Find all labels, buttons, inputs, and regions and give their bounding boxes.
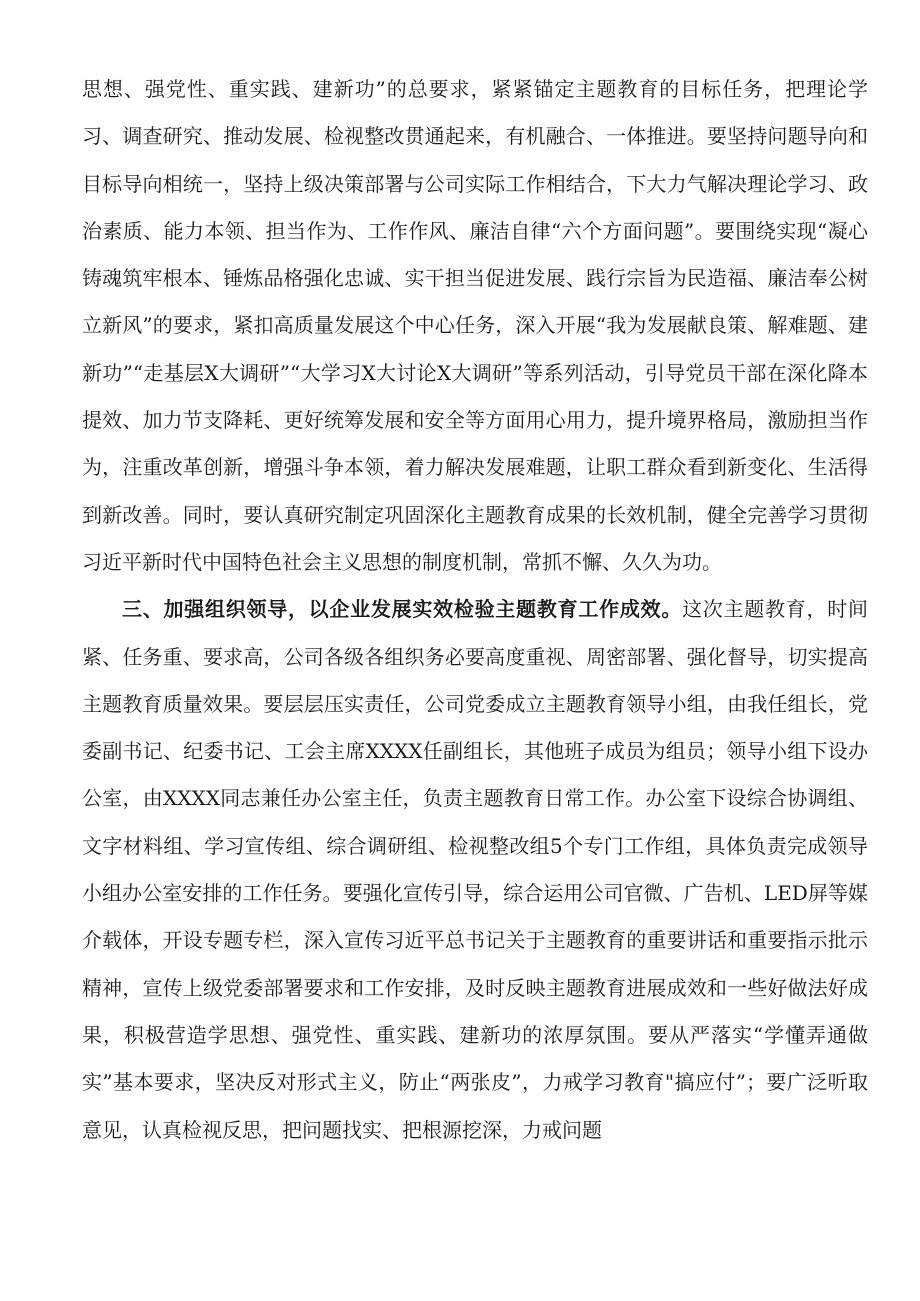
paragraph-continuation: [82, 66, 868, 586]
paragraph-section-three: [82, 586, 868, 1154]
paragraph-text: 这次主题教育，时间紧、任务重、要求高，公司各级各组织务必要高度重视、周密部署、强化督导，切实提高主题教育质量效果。要层层压实责任，公司党委成立主题教育领导小组，由我任组长，党委副书记、纪委书记、工会主席XXXX任副组长，其他班子成员为组员；领导小组下设办公室，由XXXX同志兼任办公室主任，负责主题教育日常工作。办公室下设综合协调组、文字材料组、学习宣传组、综合调研组、检视整改组5个专门工作组，具体负责完成领导小组办公室安排的工作任务。要强化宣传引导，综合运用公司官微、广告机、LED屏等媒介载体，开设专题专栏，深入宣传习近平总书记关于主题教育的重要讲话和重要指示批示精神，宣传上级党委部署要求和工作安排，及时反映主题教育进展成效和一些好做法好成果，积极营造学思想、强党性、重实践、建新功的浓厚氛围。要从严落实“学懂弄通做实”基本要求，坚决反对形式主义，防止“两张皮”，力戒学习教育"搞应付”；要广泛听取意见，认真检视反思，把问题找实、把根源挖深，力戒问题: [82, 597, 869, 1142]
document-body: [82, 66, 868, 1154]
paragraph-text: 思想、强党性、重实践、建新功”的总要求，紧紧锚定主题教育的目标任务，把理论学习、调查研究、推动发展、检视整改贯通起来，有机融合、一体推进。要坚持问题导向和目标导向相统一，坚持上级决策部署与公司实际工作相结合，下大力气解决理论学习、政治素质、能力本领、担当作为、工作作风、廉洁自律“六个方面问题”。要围绕实现“凝心铸魂筑牢根本、锤炼品格强化忠诚、实干担当促进发展、践行宗旨为民造福、廉洁奉公树立新风”的要求，紧扣高质量发展这个中心任务，深入开展“我为发展献良策、解难题、建新功”“走基层X大调研”“大学习X大讨论X大调研”等系列活动，引导党员干部在深化降本提效、加力节支降耗、更好统筹发展和安全等方面用心用力，提升境界格局，激励担当作为，注重改革创新，增强斗争本领，着力解决发展难题，让职工群众看到新变化、生活得到新改善。同时，要认真研究制定巩固深化主题教育成果的长效机制，健全完善学习贯彻习近平新时代中国特色社会主义思想的制度机制，常抓不懈、久久为功。: [82, 77, 868, 574]
section-heading: 三、加强组织领导，以企业发展实效检验主题教育工作成效。: [122, 597, 683, 622]
